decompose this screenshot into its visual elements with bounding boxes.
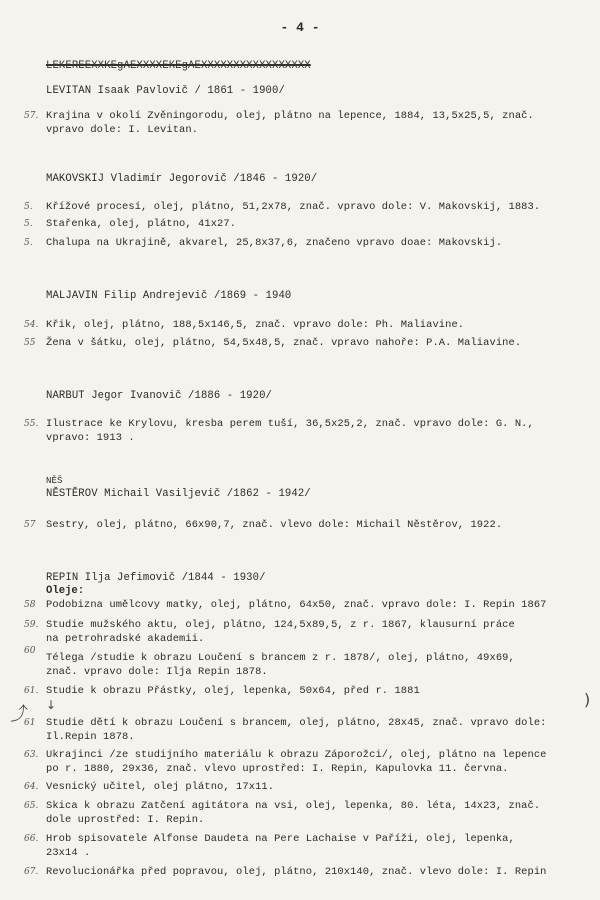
item-mark: 57. [24, 111, 39, 121]
list-item: Krajina v okolí Zvěningorodu, olej, plátno na lepence, 1884, 13,5x25,5, znač. [46, 110, 534, 122]
item-mark: 5. [24, 238, 33, 248]
list-item: po r. 1880, 29x36, znač. vlevo uprostřed: I. Repin, Kapulovka 11. června. [46, 763, 509, 775]
list-item: na petrohradské akademii. [46, 633, 205, 645]
item-mark: 63. [24, 750, 39, 760]
heading-narbut: NARBUT Jegor Ivanovič /1886 - 1920/ [46, 390, 273, 402]
list-item: Ukrajinci /ze studijního materiálu k obrazu Záporožci/, olej, plátno na lepence [46, 749, 547, 761]
item-mark: 65. [24, 801, 39, 811]
item-mark: 60 [24, 646, 36, 656]
list-item: Křik, olej, plátno, 188,5x146,5, znač. vpravo dole: Ph. Maliavine. [46, 319, 465, 331]
item-mark: 64. [24, 782, 39, 792]
bracket-arrow-icon: ⤴ [10, 704, 28, 725]
list-item: vpravo dole: I. Levitan. [46, 124, 199, 136]
list-item: Studie mužského aktu, olej, plátno, 124,5x89,5, z r. 1867, klausurní práce [46, 619, 515, 631]
item-mark: 55. [24, 419, 39, 429]
list-item: Skica k obrazu Zatčení agitátora na vsi, olej, lepenka, 80. léta, 14x23, znač. [46, 800, 541, 812]
list-item: Ilustrace ke Krylovu, kresba perem tuší, 36,5x25,2, znač. vpravo dole: G. N., [46, 418, 534, 430]
list-item: znač. vpravo dole: Ilja Repin 1878. [46, 666, 268, 678]
list-item: Sestry, olej, plátno, 66x90,7, znač. vlevo dole: Michail Něstěrov, 1922. [46, 519, 503, 531]
list-item: Studie dětí k obrazu Loučení s brancem, olej, plátno, 28x45, znač. vpravo dole: [46, 717, 547, 729]
item-mark: 61 [24, 718, 36, 728]
bracket-right-icon: ) [584, 690, 591, 709]
heading-nesterov: NĚSTĚROV Michail Vasiljevič /1862 - 1942/ [46, 488, 311, 500]
nesterov-prefix: NĚŠ [46, 476, 63, 486]
list-item: Podobizna umělcovy matky, olej, plátno, 64x50, znač. vpravo dole: I. Repin 1867 [46, 599, 547, 611]
list-item: Žena v šátku, olej, plátno, 54,5x48,5, znač. vpravo nahoře: P.A. Maliavine. [46, 337, 522, 349]
list-item: Chalupa na Ukrajině, akvarel, 25,8x37,6, značeno vpravo doae: Makovskij. [46, 237, 503, 249]
list-item: 23x14 . [46, 847, 91, 859]
list-item: vpravo: 1913 . [46, 432, 135, 444]
item-mark: 67. [24, 867, 39, 877]
struck-heading: LEKEREEXXKEgAEXXXXEKEgAEXXXXXXXXXXXXXXXXX [46, 60, 311, 72]
heading-maljavin: MALJAVIN Filip Andrejevič /1869 - 1940 [46, 290, 292, 302]
item-mark: 57 [24, 520, 36, 530]
item-mark: 5. [24, 219, 33, 229]
heading-levitan: LEVITAN Isaak Pavlovič / 1861 - 1900/ [46, 85, 285, 97]
arrow-down-icon: ↓ [46, 698, 57, 712]
subheading-oleje: Oleje: [46, 585, 85, 597]
item-mark: 59. [24, 620, 39, 630]
item-mark: 66. [24, 834, 39, 844]
list-item: Křížové procesí, olej, plátno, 51,2x78, znač. vpravo dole: V. Makovskij, 1883. [46, 201, 541, 213]
heading-makovskij: MAKOVSKIJ Vladimír Jegorovič /1846 - 1920/ [46, 173, 318, 185]
list-item: Studie k obrazu Přástky, olej, lepenka, 50x64, před r. 1881 [46, 685, 420, 697]
item-mark: 55 [24, 338, 36, 348]
list-item: Stařenka, olej, plátno, 41x27. [46, 218, 237, 230]
page-number: - 4 - [280, 20, 320, 35]
list-item: dole uprostřed: I. Repin. [46, 814, 205, 826]
heading-repin: REPIN Ilja Jefimovič /1844 - 1930/ [46, 572, 266, 584]
item-mark: 58 [24, 600, 36, 610]
list-item: Il.Repin 1878. [46, 731, 135, 743]
item-mark: 61. [24, 686, 39, 696]
list-item: Télega /studie k obrazu Loučení s brancem z r. 1878/, olej, plátno, 49x69, [46, 652, 515, 664]
list-item: Hrob spisovatele Alfonse Daudeta na Pere Lachaise v Paříži, olej, lepenka, [46, 833, 515, 845]
list-item: Vesnický učitel, olej plátno, 17x11. [46, 781, 275, 793]
item-mark: 54. [24, 320, 39, 330]
item-mark: 5. [24, 202, 33, 212]
list-item: Revolucionářka před popravou, olej, plátno, 210x140, znač. vlevo dole: I. Repin [46, 866, 547, 878]
